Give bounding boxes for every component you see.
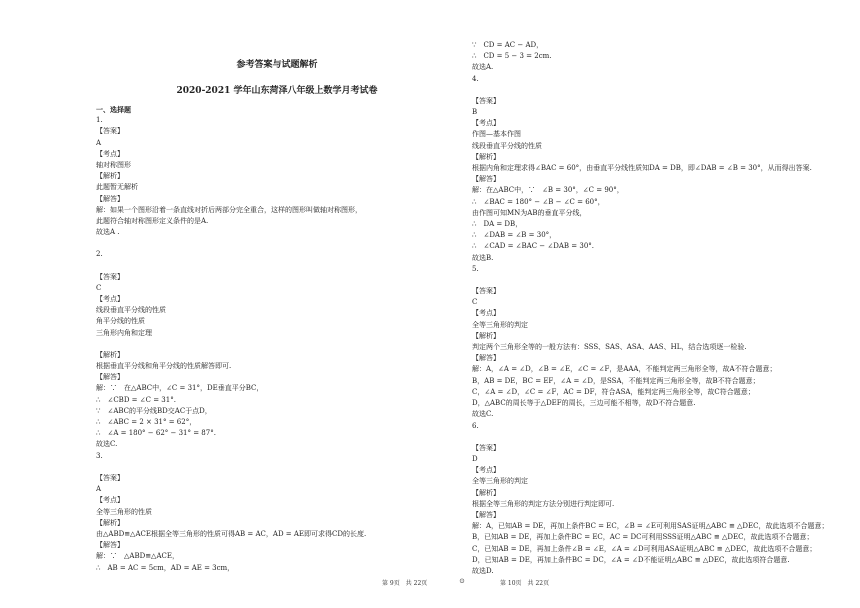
text-line: 故选C. <box>96 440 118 449</box>
text-line: 角平分线的性质 <box>96 317 145 326</box>
text-line: 由作图可知MN为AB的垂直平分线， <box>472 208 587 217</box>
text-line: ∴ CD = 5 − 3 = 2cm. <box>472 52 552 61</box>
text-line: 【解析】 <box>96 172 124 181</box>
text-line: 3. <box>96 451 103 460</box>
text-line: 全等三角形的性质 <box>96 507 152 516</box>
text-line: 【解答】 <box>472 510 500 519</box>
text-line: ∴ ∠BAC = 180° − ∠B − ∠C = 60°， <box>472 197 605 206</box>
blank-line <box>472 275 850 286</box>
text-line: 【解答】 <box>96 541 124 550</box>
text-line: 【解答】 <box>472 354 500 363</box>
page-number-right: 第 10页 共 22页 <box>500 580 550 587</box>
text-line: C <box>472 298 478 307</box>
section-heading: 一、选择题 <box>96 105 131 114</box>
text-line: 【答案】 <box>472 96 500 105</box>
text-line: D <box>472 454 478 463</box>
text-line: 【答案】 <box>96 272 124 281</box>
blank-line <box>472 432 850 443</box>
text-line: 作图—基本作图 <box>472 130 521 139</box>
text-line: 【考点】 <box>96 496 124 505</box>
text-line: 三角形内角和定理 <box>96 328 152 337</box>
text-line: 故选C. <box>472 410 494 419</box>
blank-line <box>96 339 458 350</box>
text-line: 根据全等三角形的判定方法分别进行判定即可. <box>472 499 615 508</box>
text-line: B，AB = DE，BC = EF，∠A = ∠D，是SSA，不能判定两三角形全等，故B不符合题意； <box>472 376 760 385</box>
text-line: A <box>96 138 102 147</box>
text-line: 解：如果一个图形沿着一条直线对折后两部分完全重合，这样的图形叫做轴对称图形， <box>96 205 362 214</box>
text-line: 此题暂无解析 <box>96 183 138 192</box>
text-line: 【解析】 <box>96 350 124 359</box>
text-line: 解：A，已知AB = DE，再加上条件BC = EC，∠B = ∠E可利用SAS证明△ABC ≌ △DEC，故此选项不合题意； <box>472 522 829 531</box>
text-line: 根据垂直平分线和角平分线的性质解答即可. <box>96 362 232 371</box>
text-line: 判定两个三角形全等的一般方法有：SSS、SAS、ASA、AAS、HL，结合选项逐一检验. <box>472 343 747 352</box>
text-line: 6. <box>472 421 479 430</box>
text-line: ∵ CD = AC − AD， <box>472 41 544 49</box>
text-line: ∵ ∠ABC的平分线BD交AC于点D， <box>96 406 212 415</box>
blank-line <box>96 238 458 249</box>
text-line: 解：A，∠A = ∠D，∠B = ∠E，∠C = ∠F，是AAA，不能判定两三角形全等，故A不符合题意； <box>472 365 777 374</box>
text-line: 故选B. <box>472 253 494 262</box>
text-line: 全等三角形的判定 <box>472 477 528 486</box>
text-line: 【答案】 <box>472 443 500 452</box>
text-line: A <box>96 485 102 494</box>
text-line: B，已知AB = DE，再加上条件BC = EC，AC = DC可利用SSS证明△ABC ≌ △DEC，故此选项不合题意； <box>472 533 814 542</box>
text-line: 线段垂直平分线的性质 <box>96 306 166 315</box>
blank-line <box>96 462 458 473</box>
page-number-left: 第 9页 共 22页 <box>382 580 428 587</box>
text-line: 故选A . <box>96 228 120 237</box>
text-line: 【考点】 <box>96 149 124 158</box>
text-line: 【答案】 <box>96 473 124 482</box>
text-line: 轴对称图形 <box>96 161 131 170</box>
text-line: 根据内角和定理求得∠BAC = 60°，由垂直平分线性质知DA = DB，即∠DAB = ∠B = 30°，从而得出答案. <box>472 164 812 173</box>
text-line: 【考点】 <box>96 295 124 304</box>
text-line: 4. <box>472 74 479 83</box>
text-line: 解：∵ 在△ABC中，∠C = 31°，DE垂直平分BC， <box>96 384 264 393</box>
text-line: 【解析】 <box>96 518 124 527</box>
text-line: 1. <box>96 116 103 125</box>
blank-line <box>96 261 458 272</box>
answer-title: 参考答案与试题解析 <box>236 60 318 70</box>
text-line: 解：∵ △ABD≌△ACE， <box>96 552 179 561</box>
text-line: 故选D. <box>472 566 494 575</box>
text-line: 【解析】 <box>472 331 500 340</box>
text-line: 【考点】 <box>472 309 500 318</box>
text-line: C，已知AB = DE，再加上条件∠B = ∠E，∠A = ∠D可利用ASA证明△ABC ≌ △DEC，故此选项不合题意； <box>472 544 817 553</box>
text-line: D，已知AB = DE，再加上条件BC = DC，∠A = ∠D不能证明△ABC ≌ △DEC，故此选项符合题意. <box>472 555 790 564</box>
text-line: ∴ ∠CAD = ∠BAC − ∠DAB = 30°. <box>472 242 595 251</box>
text-line: B <box>472 108 478 117</box>
text-line: ∴ ∠DAB = ∠B = 30°， <box>472 231 557 240</box>
text-line: 【解答】 <box>96 194 124 203</box>
text-line: 【答案】 <box>96 127 124 136</box>
blank-line <box>472 85 850 96</box>
text-line: 【解答】 <box>96 373 124 382</box>
text-line: 2. <box>96 250 103 259</box>
text-line: 故选A. <box>472 63 494 72</box>
text-line: 【考点】 <box>472 119 500 128</box>
left-page <box>96 0 458 574</box>
right-page-body <box>472 40 850 577</box>
text-line: 此题符合轴对称图形定义条件的是A. <box>96 217 209 226</box>
text-line: ∴ ∠A = 180° − 62° − 31° = 87°. <box>96 429 216 438</box>
text-line: 【解答】 <box>472 175 500 184</box>
exam-title: 2020-2021 学年山东菏泽八年级上数学月考试卷 <box>176 86 378 96</box>
text-line: D，△ABC的周长等于△DEF的周长，三边可能不相等，故D不符合题意. <box>472 399 696 408</box>
left-page-body <box>96 104 458 574</box>
text-line: 【解析】 <box>472 152 500 161</box>
text-line: 线段垂直平分线的性质 <box>472 141 542 150</box>
right-page <box>472 0 850 577</box>
text-line: C，∠A = ∠D，∠C = ∠F，AC = DF，符合ASA，能判定两三角形全等，故C符合题意； <box>472 387 755 396</box>
text-line: ∴ DA = DB， <box>472 220 523 229</box>
text-line: ∴ AB = AC = 5cm，AD = AE = 3cm， <box>96 563 235 572</box>
binding-mark-icon: ⊙ <box>459 577 465 585</box>
text-line: C <box>96 283 102 292</box>
text-line: 【解析】 <box>472 488 500 497</box>
text-line: ∴ ∠ABC = 2 × 31° = 62°， <box>96 418 197 427</box>
text-line: 5. <box>472 264 479 273</box>
text-line: 【考点】 <box>472 466 500 475</box>
text-line: ∴ ∠CBD = ∠C = 31°. <box>96 395 176 404</box>
text-line: 【答案】 <box>472 287 500 296</box>
text-line: 全等三角形的判定 <box>472 320 528 329</box>
text-line: 由△ABD≌△ACE根据全等三角形的性质可得AB = AC，AD = AE即可求得CD的长度. <box>96 529 367 538</box>
text-line: 解：在△ABC中，∵ ∠B = 30°，∠C = 90°， <box>472 186 624 195</box>
